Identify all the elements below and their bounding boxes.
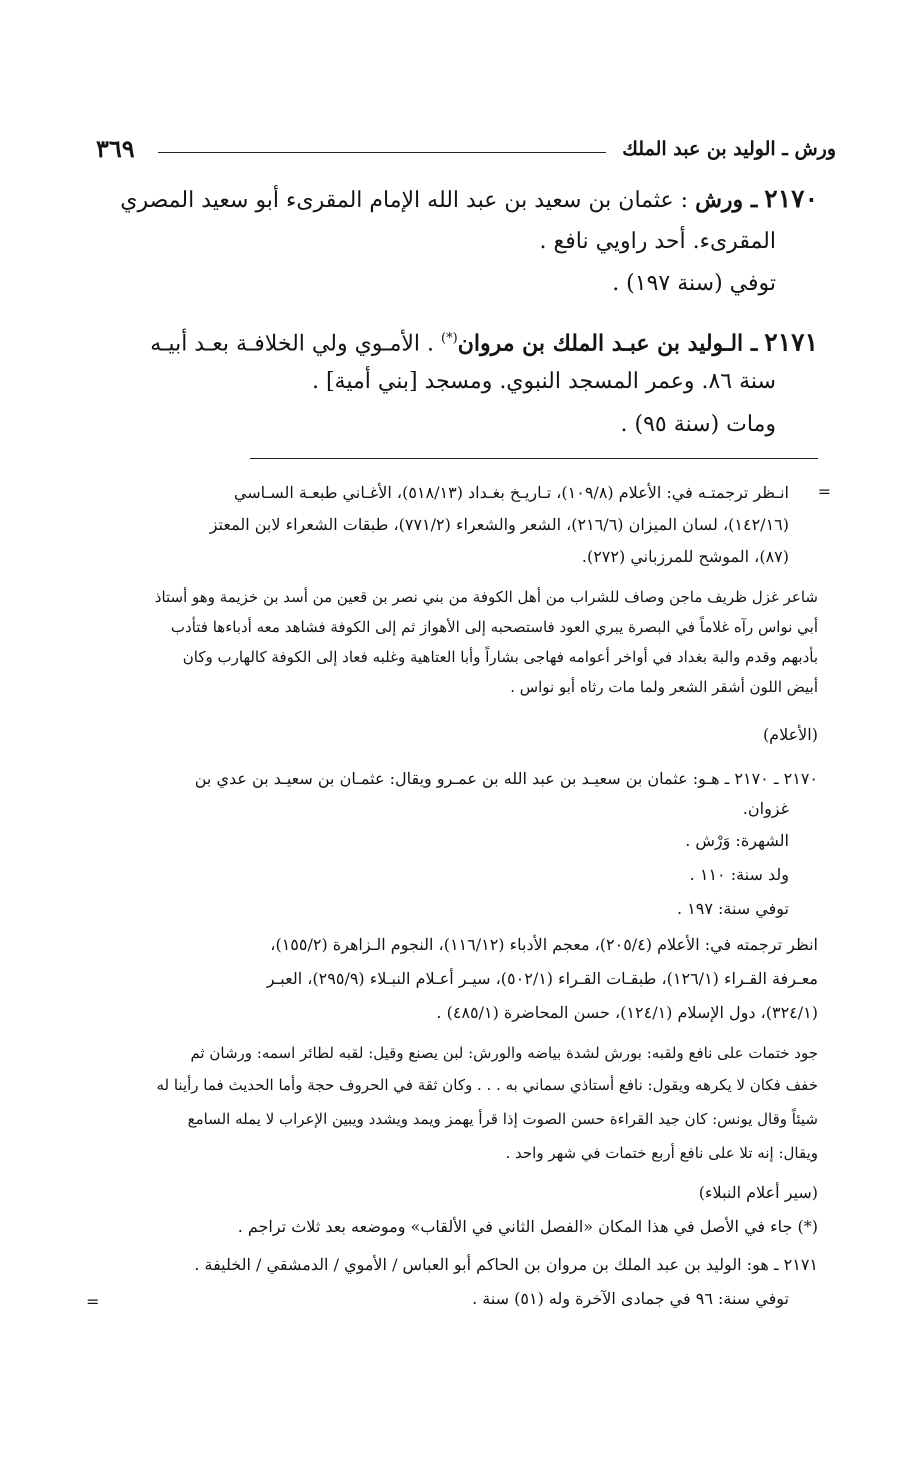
note-2170-died: توفي سنة: ١٩٧ . <box>676 899 789 918</box>
entry-2170-line3: توفي (سنة ١٩٧) . <box>612 271 776 296</box>
note-2170-bio: شيئاً وقال يونس: كان جيد القراءة حسن الصوت إذا قرأ يهمز ويمد ويشدد ويبين الإعراب لا يمله السامع <box>187 1110 818 1128</box>
page-number: ٣٦٩ <box>96 134 135 163</box>
entry-2171-line2: سنة ٨٦. وعمر المسجد النبوي. ومسجد [بني أمية] . <box>311 369 776 394</box>
continuation-marker: = <box>817 482 831 501</box>
note-2170-refs: انظر ترجمته في: الأعلام (٢٠٥/٤)، معجم الأدباء (١١٦/١٢)، النجوم الـزاهرة (١٥٥/٢)، <box>270 935 818 954</box>
note-2170-fame: الشهرة: وَرْش . <box>685 831 789 850</box>
note-2171-died: توفي سنة: ٩٦ في جمادى الآخرة وله (٥١) سنة . <box>472 1289 789 1308</box>
note-2170-refs: (٣٢٤/١)، دول الإسلام (١٢٤/١)، حسن المحاضرة (٤٨٥/١) . <box>436 1003 818 1022</box>
bio-line: أبي نواس رآه غلاماً في البصرة يبري العود فاستصحبه إلى الأهواز ثم إلى الكوفة فشاهد معه أدباءها فتأدب <box>170 618 818 636</box>
entry-2170-line1 <box>120 183 818 217</box>
running-title: ورش ـ الوليد بن عبد الملك <box>622 138 836 160</box>
bio-source: (الأعلام) <box>762 725 818 744</box>
note-2170-bio: ويقال: إنه تلا على نافع أربع ختمات في شهر واحد . <box>505 1144 818 1162</box>
note-2171-line: ٢١٧١ ـ هو: الوليد بن عبد الملك بن مروان بن الحاكم أبو العباس / الأموي / الدمشقي / الخليفة . <box>194 1255 818 1274</box>
footnote-star: (*) <box>441 331 458 346</box>
entry-2171-line1 <box>150 323 818 360</box>
entry-number: ٢١٧١ <box>764 327 818 357</box>
bio-line: شاعر غزل ظريف ماجن وصاف للشراب من أهل الكوفة من بني نصر بن قعين من أسد بن خزيمة وهو أستاذ <box>154 588 818 606</box>
running-header <box>96 134 836 168</box>
footnote-separator <box>250 458 818 459</box>
star-note: (*) جاء في الأصل في هذا المكان «الفصل الثاني في الألقاب» وموضعه بعد ثلاث تراجم . <box>237 1217 818 1236</box>
header-rule <box>158 152 606 153</box>
entry-2171-line3: ومات (سنة ٩٥) . <box>620 412 776 437</box>
entry-2170-line2: المقرىء. أحد راويي نافع . <box>539 229 776 254</box>
note-2170-bio: جود ختمات على نافع ولقبه: بورش لشدة بياضه والورش: لبن يصنع وقيل: لقبه لطائر اسمه: ورشان ثم <box>190 1044 818 1062</box>
bio-line: أبيض اللون أشقر الشعر ولما مات رثاه أبو نواس . <box>510 678 818 696</box>
entry-text: : عثمان بن سعيد بن عبد الله الإمام المقرىء أبو سعيد المصري <box>120 188 689 213</box>
entry-number: ٢١٧٠ <box>764 184 818 213</box>
note-2170-bio: خفف فكان لا يكرهه ويقول: نافع أستاذي سماني به . . . وكان ثقة في الحروف حجة وأما الحديث فما رأينا له <box>156 1076 818 1094</box>
entry-head: ـ ورش <box>695 187 758 213</box>
note-2170-source: (سير أعلام النبلاء) <box>698 1183 818 1202</box>
end-marker: = <box>86 1292 100 1311</box>
footnote-cont-line: (١٤٢/١٦)، لسان الميزان (٢١٦/٦)، الشعر والشعراء (٧٧١/٢)، طبقات الشعراء لابن المعتز <box>209 515 789 534</box>
bio-line: بأدبهم وقدم والبة بغداد في أواخر أعوامه فهاجى بشاراً وأبا العتاهية وغلبه فعاد إلى الكوفة كالهارب وكان <box>182 648 818 666</box>
note-2170-line: غزوان. <box>742 799 789 818</box>
footnote-cont-line: انـظر ترجمتـه في: الأعلام (١٠٩/٨)، تـاريـخ بغـداد (٥١٨/١٣)، الأغـاني طبعـة السـاسي <box>233 483 789 502</box>
footnote-cont-line: (٨٧)، الموشح للمرزباني (٢٧٢). <box>581 547 789 566</box>
entry-text: . الأمـوي ولي الخلافـة بعـد أبيـه <box>150 331 435 357</box>
note-2170-line: ٢١٧٠ ـ ٢١٧٠ ـ هـو: عثمان بن سعيـد بن عبد الله بن عمـرو ويقال: عثمـان بن سعيـد بن عدي بن <box>194 769 818 788</box>
note-2170-refs: معـرفة القـراء (١٢٦/١)، طبقـات القـراء (٥٠٢/١)، سيـر أعـلام النبـلاء (٢٩٥/٩)، العبـر <box>266 969 818 988</box>
note-2170-born: ولد سنة: ١١٠ . <box>689 865 789 884</box>
entry-head: ـ الـوليد بن عبـد الملك بن مروان <box>457 330 758 357</box>
